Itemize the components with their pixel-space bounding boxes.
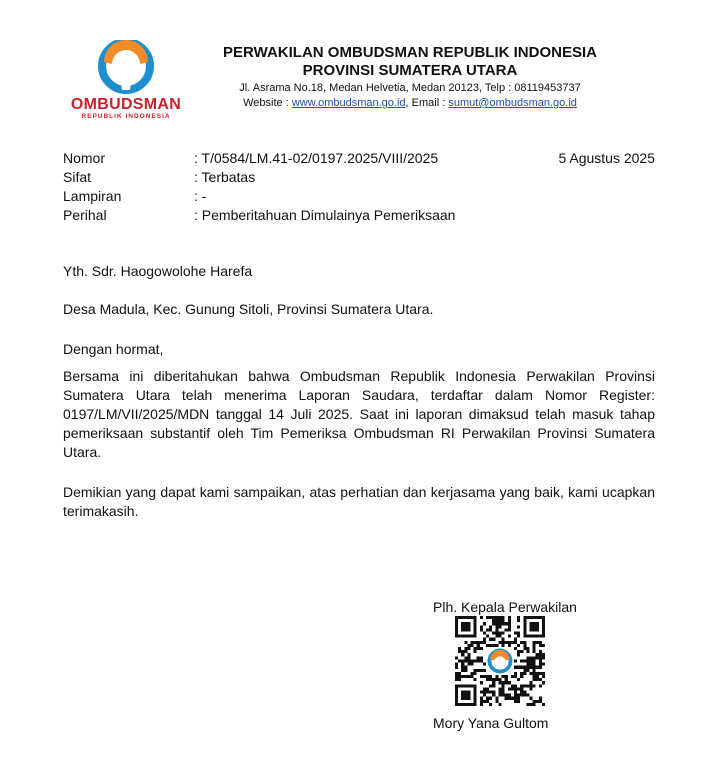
sifat-value: : Terbatas (194, 169, 256, 185)
org-title-line1: PERWAKILAN OMBUDSMAN REPUBLIK INDONESIA (223, 44, 597, 61)
org-contact (190, 96, 630, 111)
qr-code-icon (455, 616, 545, 706)
signature-title: Plh. Kepala Perwakilan (433, 599, 577, 615)
logo-wordmark: OMBUDSMAN (70, 96, 182, 113)
org-title-line2: PROVINSI SUMATERA UTARA (302, 62, 518, 79)
lampiran-value: : - (194, 188, 207, 204)
org-address: Jl. Asrama No.18, Medan Helvetia, Medan 20123, Telp : 08119453737 (239, 82, 581, 94)
sifat-label: Sifat (63, 169, 92, 185)
greeting: Dengan hormat, (63, 341, 164, 357)
body-paragraph: Bersama ini diberitahukan bahwa Ombudsman Republik Indonesia Perwakilan Provinsi Sumatera Utara telah menerima Laporan Saudara, terdaftar dalam Nomor Register: 0197/LM/VII/2025/MDN tanggal 14 Juli 2025. Saat ini laporan dimaksud telah masuk tahap pemeriksaan substantif oleh Tim Pemeriksa Ombudsman RI Perwakilan Provinsi Sumatera Utara. (63, 368, 655, 460)
email-prefix: , Email : (405, 97, 449, 109)
email-link[interactable]: sumut@ombudsman.go.id (448, 97, 577, 109)
closing-paragraph: Demikian yang dapat kami sampaikan, atas perhatian dan kerjasama yang baik, kami ucapkan terimakasih. (63, 484, 655, 519)
website-prefix: Website : (243, 97, 292, 109)
perihal-value: : Pemberitahuan Dimulainya Pemeriksaan (194, 207, 456, 223)
recipient-name: Yth. Sdr. Haogowolohe Harefa (63, 263, 253, 279)
perihal-label: Perihal (63, 207, 107, 223)
nomor-label: Nomor (63, 150, 106, 166)
meta-row-lampiran (63, 187, 663, 206)
lampiran-label: Lampiran (63, 188, 122, 204)
logo-subtext: REPUBLIK INDONESIA (81, 113, 171, 120)
ombudsman-emblem-icon (95, 40, 157, 96)
website-link[interactable]: www.ombudsman.go.id (291, 97, 406, 109)
letterhead (190, 44, 630, 111)
qr-code (455, 616, 545, 711)
ombudsman-logo (70, 40, 182, 120)
signatory-name: Mory Yana Gultom (433, 715, 549, 731)
meta-row-perihal (63, 206, 663, 225)
recipient-address: Desa Madula, Kec. Gunung Sitoli, Provinsi Sumatera Utara. (63, 301, 434, 317)
letter-date: 5 Agustus 2025 (558, 150, 655, 166)
meta-row-sifat (63, 168, 663, 187)
nomor-value: : T/0584/LM.41-02/0197.2025/VIII/2025 (194, 150, 439, 166)
